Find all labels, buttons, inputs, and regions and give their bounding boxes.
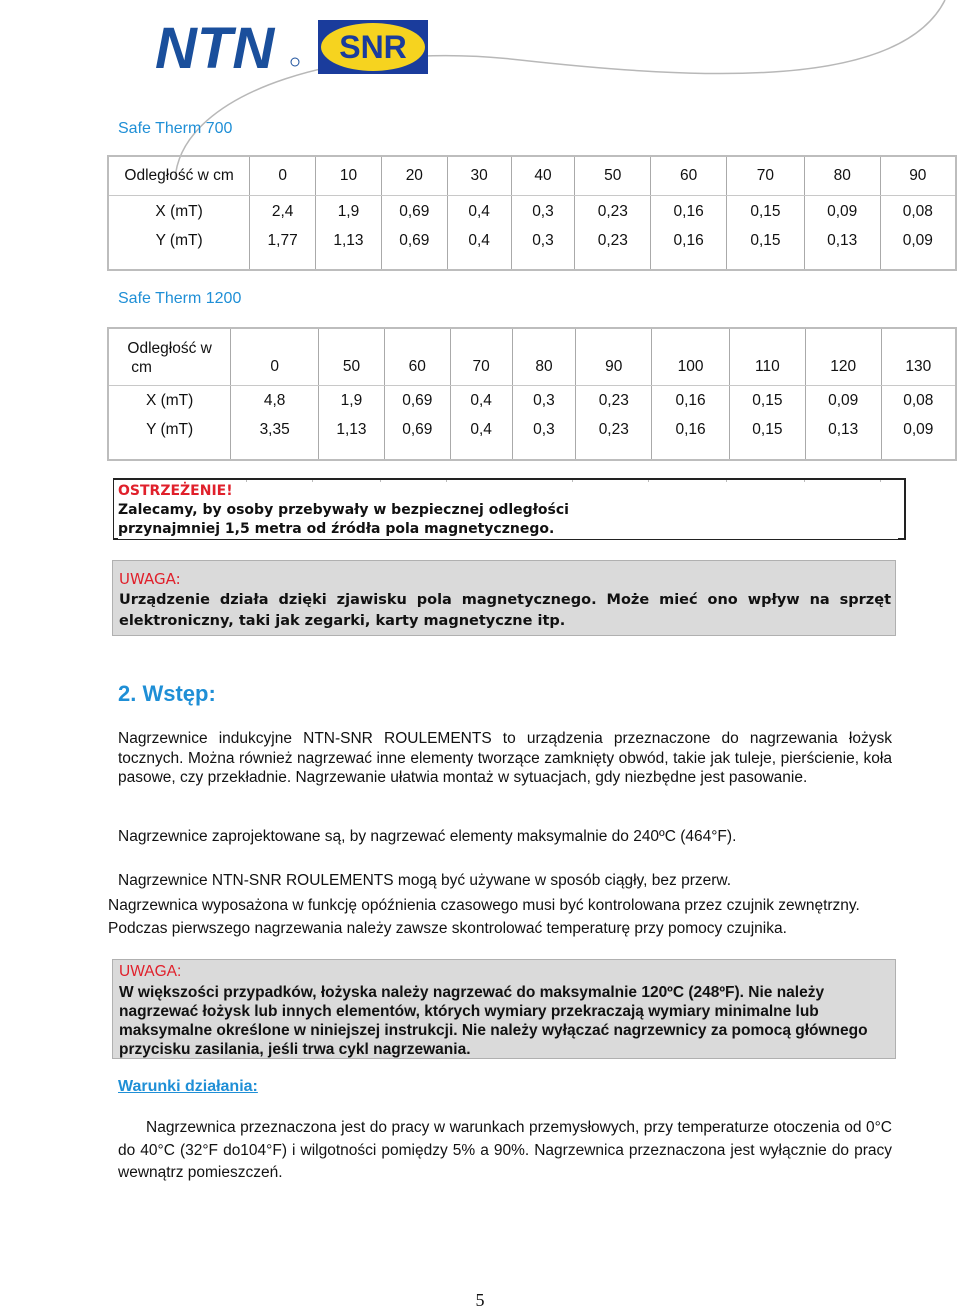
table1-header-cell: 20 <box>381 156 447 195</box>
ntn-logo <box>155 22 300 72</box>
table1-header-cell: 70 <box>727 156 805 195</box>
notice-title: UWAGA: <box>119 570 181 588</box>
table-cell: 0,23 <box>576 417 652 460</box>
conditions-heading: Warunki działania: <box>118 1078 258 1095</box>
table-cell: 0,23 <box>575 228 651 270</box>
table2-header-label-line2: cm <box>131 358 152 376</box>
page-number: 5 <box>475 1290 485 1310</box>
table-cell: 0,69 <box>381 195 447 228</box>
table-cell: 1,9 <box>319 385 385 417</box>
table-cell: 1,13 <box>316 228 382 270</box>
table2-header-cell: 90 <box>576 328 652 385</box>
table2-header-label-line1: Odległość w <box>127 339 212 357</box>
table-cell: 0,69 <box>384 385 450 417</box>
table2-header-cell: 80 <box>512 328 576 385</box>
table-cell: 0,69 <box>384 417 450 460</box>
table-cell: 1,9 <box>316 195 382 228</box>
table2-header-cell: 130 <box>881 328 956 385</box>
notice-box-2 <box>112 959 896 1059</box>
table-cell: 0,09 <box>880 228 956 270</box>
table-cell: 0,3 <box>511 195 575 228</box>
table-cell: 0,15 <box>727 228 805 270</box>
table1-header-cell: 30 <box>447 156 511 195</box>
warning-line2: przynajmniej 1,5 metra od źródła pola magnetycznego. <box>118 521 555 537</box>
intro-paragraph: Nagrzewnice indukcyjne NTN-SNR ROULEMENTS to urządzenia przeznaczone do nagrzewania łożysk tocznych. Można również nagrzewać inne elementy tworzące zamknięty obwód, takie jak tuleje, pierścienie, koła pasowe, czy przekładnie. Nagrzewanie ułatwia montaż w sytuacjach, gdy niezbędne jest pasowanie. <box>118 730 892 786</box>
table-cell: 0,13 <box>804 228 880 270</box>
table-cell: 0,4 <box>447 228 511 270</box>
table-cell: 0,3 <box>511 228 575 270</box>
table2-header-cell: 100 <box>652 328 730 385</box>
table-cell: Y (mT) <box>108 417 231 460</box>
table-cell: 0,4 <box>450 385 512 417</box>
table2-header-cell: 70 <box>450 328 512 385</box>
table-cell: 0,08 <box>880 195 956 228</box>
table-cell: X (mT) <box>108 195 250 228</box>
table-cell: 0,09 <box>804 195 880 228</box>
warning-line1: Zalecamy, by osoby przebywały w bezpiecznej odległości <box>118 502 569 518</box>
notice2-title: UWAGA: <box>119 963 182 980</box>
table-cell: 1,77 <box>250 228 316 270</box>
ntn-logo-text: NTN <box>155 22 275 72</box>
conditions-paragraph: Nagrzewnica przeznaczona jest do pracy w warunkach przemysłowych, przy temperaturze otoczenia od 0°C do 40°C (32°F do104°F) i wilgotności pomiędzy 5% a 90%. Nagrzewnica przeznaczona jest wyłącznie do pracy wewnątrz pomieszczeń. <box>118 1119 892 1181</box>
table-cell: 0,3 <box>512 385 576 417</box>
snr-logo <box>318 20 428 74</box>
table-cell: 3,35 <box>231 417 319 460</box>
table2-header-cell: 120 <box>805 328 881 385</box>
safe-therm-1200-table <box>107 327 957 461</box>
table1-header-cell: 0 <box>250 156 316 195</box>
table-row <box>108 195 956 228</box>
snr-logo-text: SNR <box>339 29 407 65</box>
table-cell: 1,13 <box>319 417 385 460</box>
table-cell: 0,16 <box>651 228 727 270</box>
table1-header-cell: 80 <box>804 156 880 195</box>
table-cell: 0,69 <box>381 228 447 270</box>
table-cell: 4,8 <box>231 385 319 417</box>
table-cell: 0,23 <box>575 195 651 228</box>
notice2-text: W większości przypadków, łożyska należy nagrzewać do maksymalnie 120ºC (248ºF). Nie należy nagrzewać łożysk lub innych elementów, których wymiary przekraczają wymiary minimalne lub maksymalne określone w niniejszej instrukcji. Nie należy wyłączać nagrzewnicy za pomocą głównego przycisku zasilania, jeśli trwa cykl nagrzewania. <box>119 984 868 1058</box>
table-cell: 0,15 <box>727 195 805 228</box>
table2-header-cell: 60 <box>384 328 450 385</box>
table-cell: 0,15 <box>729 417 805 460</box>
table1-header-cell: 50 <box>575 156 651 195</box>
table-row <box>108 228 956 270</box>
table1-header-cell: 40 <box>511 156 575 195</box>
table1-header-cell: 90 <box>880 156 956 195</box>
table-cell: 2,4 <box>250 195 316 228</box>
table-cell: 0,16 <box>651 195 727 228</box>
table2-header-cell: 50 <box>319 328 385 385</box>
table-row <box>108 385 956 417</box>
table2-header-label <box>108 328 231 385</box>
table1-title: Safe Therm 700 <box>118 120 233 137</box>
table-cell: 0,16 <box>652 385 730 417</box>
warning-title: OSTRZEŻENIE! <box>118 483 233 499</box>
table2-header-cell: 110 <box>729 328 805 385</box>
table1-header-cell: Odległość w cm <box>108 156 250 195</box>
safe-therm-700-table <box>107 155 957 271</box>
first-heating-paragraph: Podczas pierwszego nagrzewania należy zawsze skontrolować temperaturę przy pomocy czujnika. <box>108 920 787 937</box>
continuous-use-paragraph: Nagrzewnice NTN-SNR ROULEMENTS mogą być używane w sposób ciągły, bez przerw. <box>118 872 732 889</box>
table-cell: 0,4 <box>450 417 512 460</box>
table1-header-cell: 10 <box>316 156 382 195</box>
section-heading: 2. Wstęp: <box>118 681 216 706</box>
table-cell: 0,4 <box>447 195 511 228</box>
notice-box <box>112 560 896 636</box>
table2-title: Safe Therm 1200 <box>118 290 242 307</box>
table1-header-cell: 60 <box>651 156 727 195</box>
table2-header-cell: 0 <box>231 328 319 385</box>
table-cell: 0,3 <box>512 417 576 460</box>
delay-function-paragraph: Nagrzewnica wyposażona w funkcję opóźnienia czasowego musi być kontrolowana przez czujnik zewnętrzny. <box>108 897 860 914</box>
table-cell: 0,16 <box>652 417 730 460</box>
table-cell: 0,23 <box>576 385 652 417</box>
temperature-paragraph: Nagrzewnice zaprojektowane są, by nagrzewać elementy maksymalnie do 240ºC (464°F). <box>118 828 737 845</box>
warning-box <box>113 478 906 540</box>
notice-text: Urządzenie działa dzięki zjawisku pola magnetycznego. Może mieć ono wpływ na sprzęt elektroniczny, taki jak zegarki, karty magnetyczne itp. <box>119 592 891 629</box>
table-cell: 0,09 <box>881 417 956 460</box>
table-cell: 0,09 <box>805 385 881 417</box>
table-cell: 0,15 <box>729 385 805 417</box>
table-cell: 0,13 <box>805 417 881 460</box>
table-cell: 0,08 <box>881 385 956 417</box>
table-row <box>108 417 956 460</box>
table-cell: X (mT) <box>108 385 231 417</box>
table-cell: Y (mT) <box>108 228 250 270</box>
